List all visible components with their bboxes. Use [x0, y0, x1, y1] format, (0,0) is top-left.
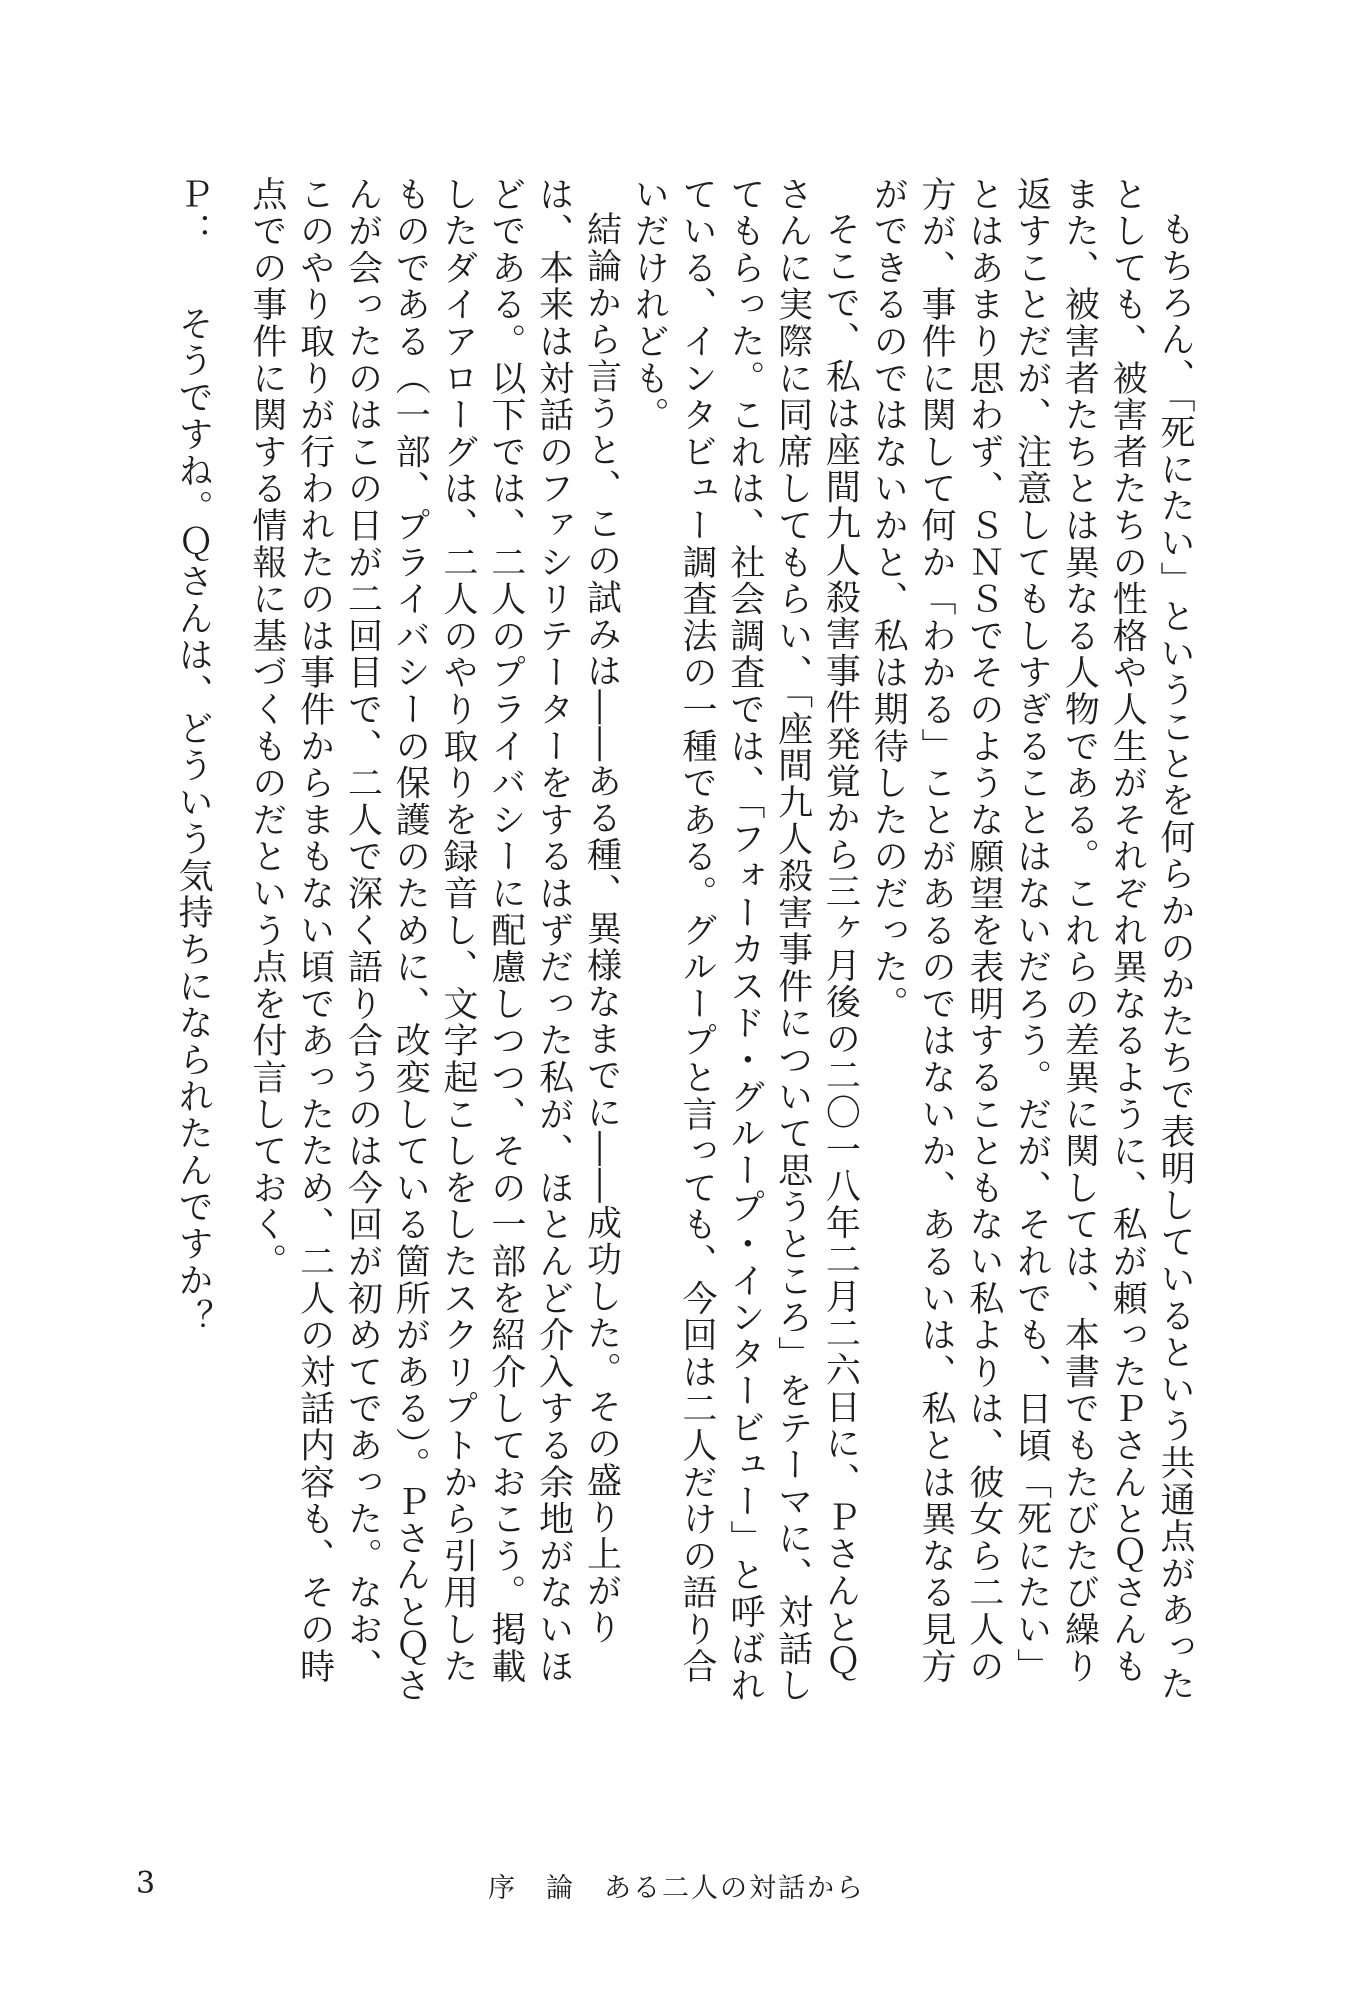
page-number: 3: [136, 1866, 156, 1901]
paragraph-1: もちろん、「死にたい」ということを何らかのかたちで表明しているという共通点があったとしても、被害者たちの性格や人生がそれぞれ異なるように、私が頼ったＰさんとＱさんもまた、被害者たちとは異なる人物である。これらの差異に関しては、本書でもたびたび繰り返すことだが、注意してもしすぎることはないだろう。だが、それでも、日頃「死にたい」とはあまり思わず、ＳＮＳでそのような願望を表明することもない私よりは、彼女ら二人の方が、事件に関して何か「わかる」ことがあるのではないか、あるいは、私とは異なる見方ができるのではないかと、私は期待したのだった。: [868, 176, 1195, 1703]
running-head: 序 論 ある二人の対話から: [488, 1873, 865, 1904]
body-text: [173, 176, 1198, 1706]
paragraph-3: 結論から言うと、この試みは――ある種、異様なまでに――成功した。その盛り上がりは、本来は対話のファシリテーターをするはずだった私が、ほとんど介入する余地がないほどである。以下では、二人のプライバシーに配慮しつつ、その一部を紹介しておこう。掲載したダイアローグは、二人のやり取りを録音し、文字起こしをしたスクリプトから引用したものである（一部、プライバシーの保護のために、改変している箇所がある）。ＰさんとＱさんが会ったのはこの日が二回目で、二人で深く語り合うのは今回が初めてであった。なお、このやり取りが行われたのは事件からまもない頃であったため、二人の対話内容も、その時点での事件に関する情報に基づくものだという点を付言しておく。: [246, 176, 622, 1705]
dialog-text: そうですね。Ｑさんは、どういう気持ちになられたんですか？: [173, 305, 214, 1337]
dialog-line: [168, 176, 216, 1706]
paragraph-2: そこで、私は座間九人殺害事件発覚から三ヶ月後の二〇一八年二月二六日に、ＰさんとＱさんに実際に同席してもらい、「座間九人殺害事件について思うところ」をテーマに、対話してもらった。これは、社会調査では、「フォーカスド・グループ・インタービュー」と呼ばれている、インタビュー調査法の一種である。グループと言っても、今回は二人だけの語り合いだけれども。: [629, 176, 861, 1705]
dialog-speaker: Ｐ：: [173, 176, 214, 250]
